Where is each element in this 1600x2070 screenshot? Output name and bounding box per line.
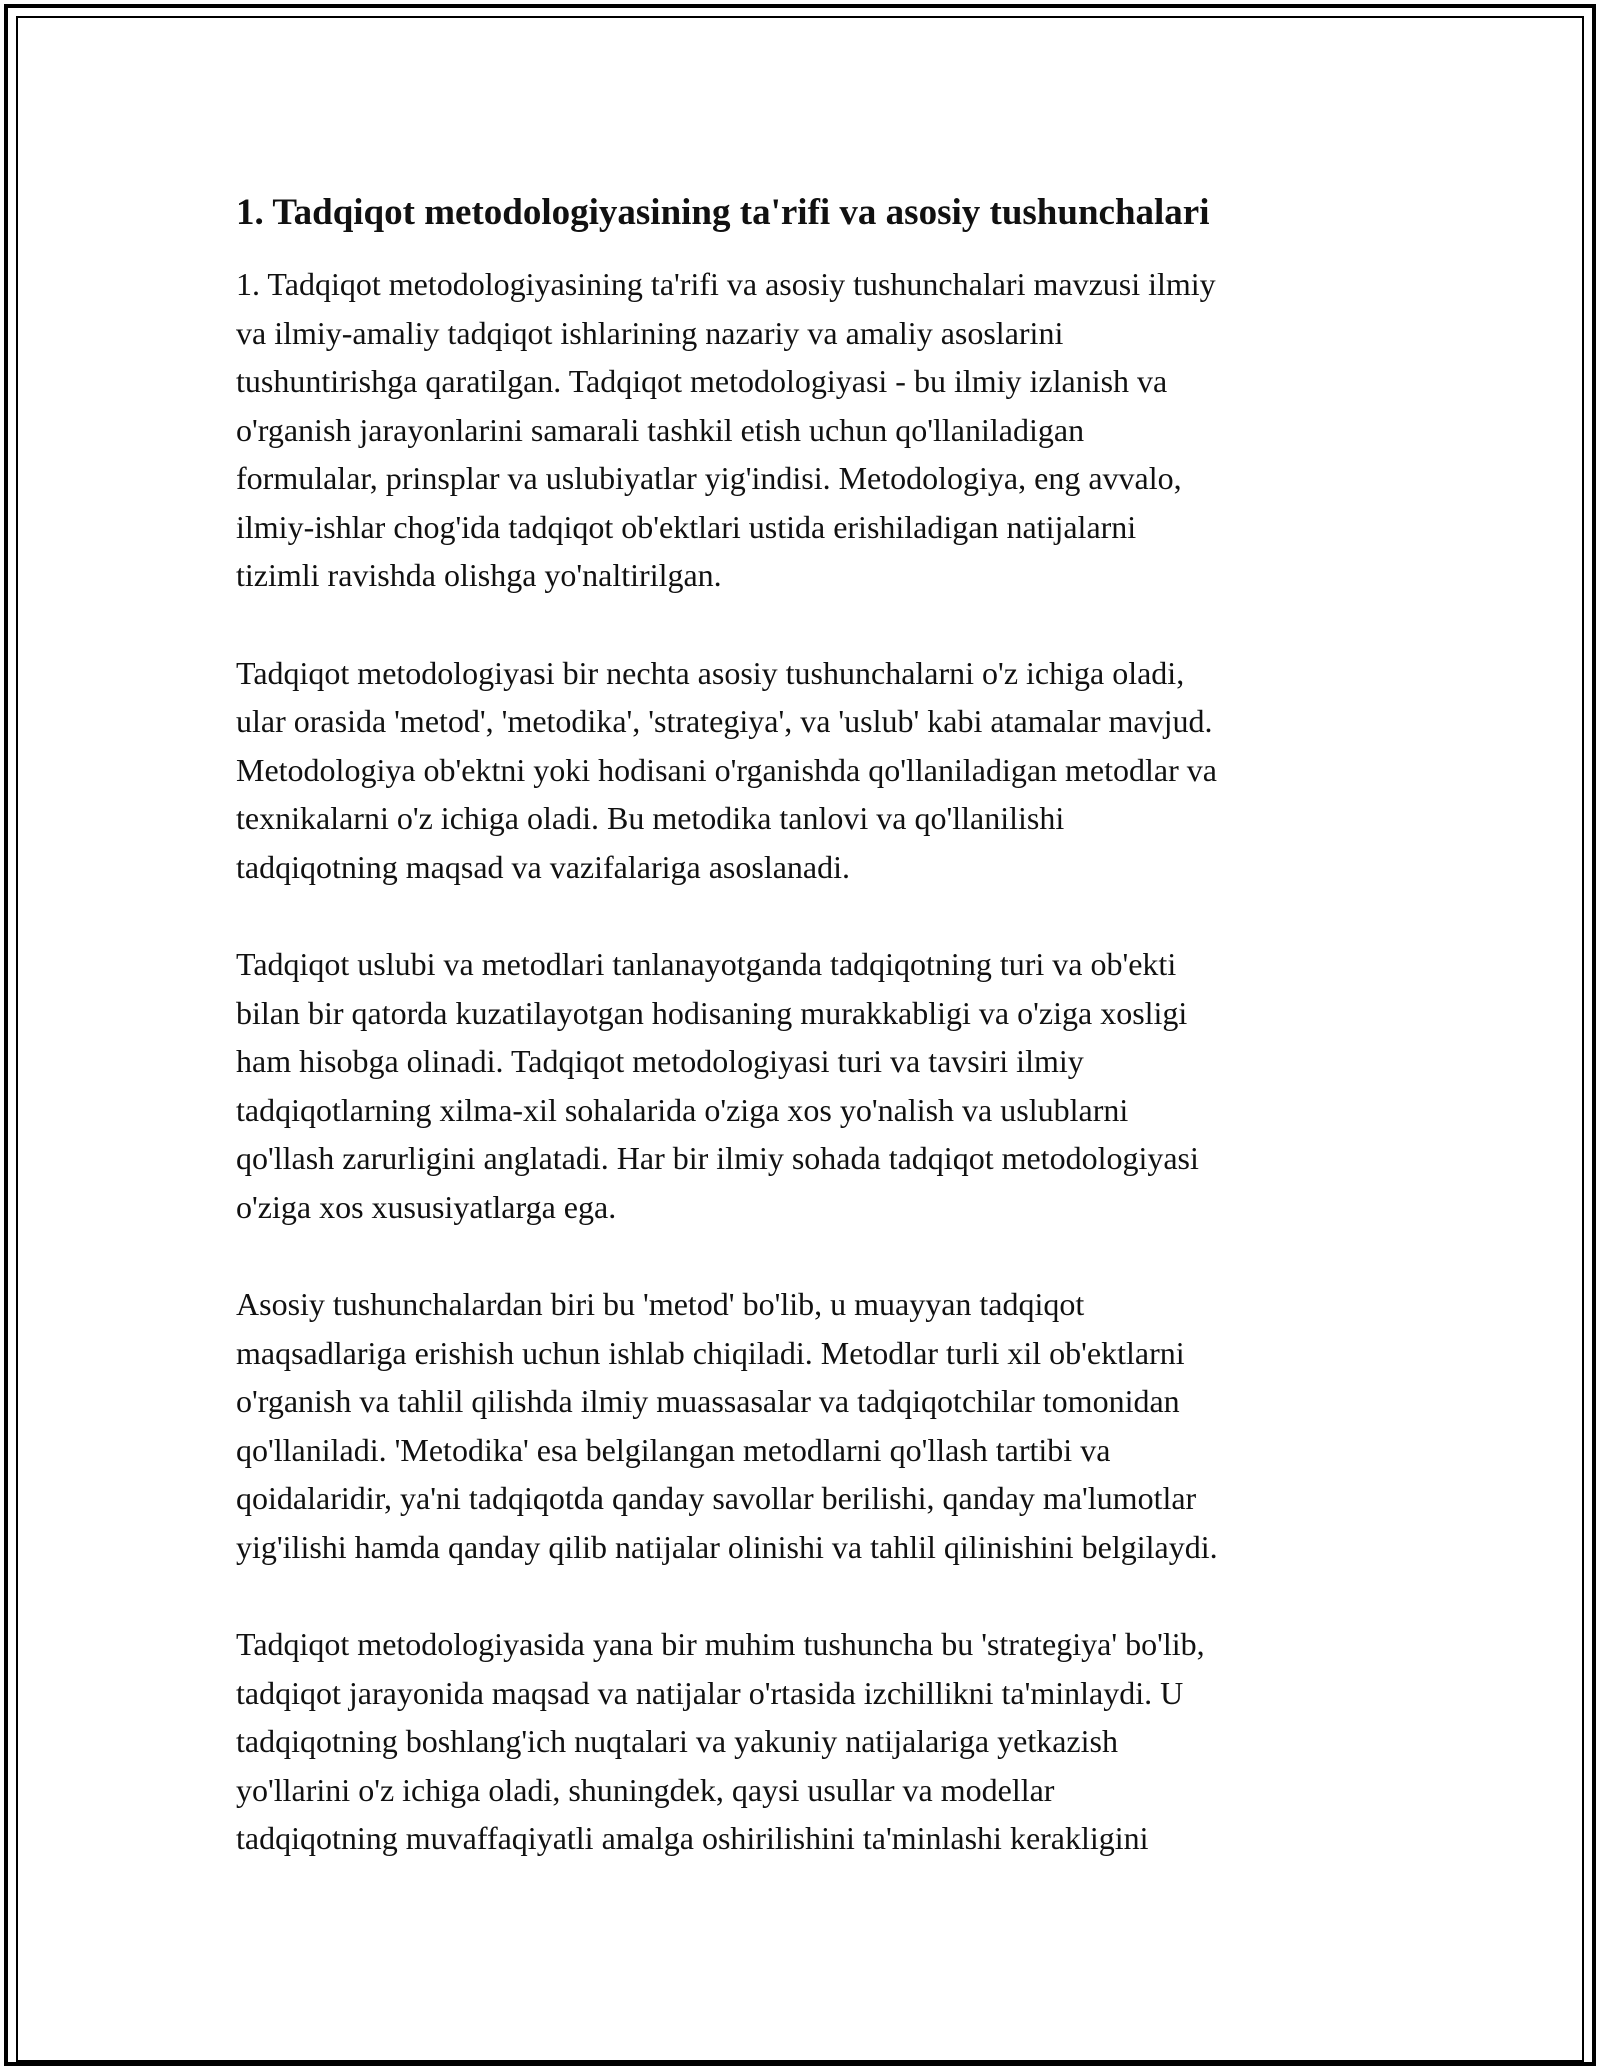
paragraph-2: Tadqiqot metodologiyasi bir nechta asosiy tushunchalarni o'z ichiga oladi, ular orasida 'metod', 'metodika', 'strategiya', va 'uslub' kabi atamalar mavjud. Metodologiya ob'ektni yoki hodisani o'rganishda qo'llaniladigan metodlar va texnikalarni o'z ichiga oladi. Bu metodika tanlovi va qo'llanilishi tadqiqotning maqsad va vazifalariga asoslanadi. — [236, 654, 1217, 885]
paragraph-5: Tadqiqot metodologiyasida yana bir muhim tushuncha bu 'strategiya' bo'lib, tadqiqot jarayonida maqsad va natijalar o'rtasida izchillikni ta'minlaydi. U tadqiqotning boshlang'ich nuqtalari va yakuniy natijalariga yetkazish yo'llarini o'z ichiga oladi, shuningdek, qaysi usullar va modellar tadqiqotning muvaffaqiyatli amalga oshirilishini ta'minlashi kerakligini — [236, 1626, 1205, 1856]
paragraph-1: 1. Tadqiqot metodologiyasining ta'rifi va asosiy tushunchalari mavzusi ilmiy va ilmiy-amaliy tadqiqot ishlarining nazariy va amaliy asoslarini tushuntirishga qaratilgan. Tadqiqot metodologiyasi - bu ilmiy izlanish va o'rganish jarayonlarini samarali tashkil etish uchun qo'llaniladigan formulalar, prinsplar va uslubiyatlar yig'indisi. Metodologiya, eng avvalo, ilmiy-ishlar chog'ida tadqiqot ob'ektlari ustida erishiladigan natijalarni tizimli ravishda olishga yo'naltirilgan. — [236, 266, 1216, 593]
document-body — [236, 186, 1376, 1912]
document-title: 1. Tadqiqot metodologiyasining ta'rifi va asosiy tushunchalari — [236, 192, 1210, 233]
paragraph-4: Asosiy tushunchalardan biri bu 'metod' bo'lib, u muayyan tadqiqot maqsadlariga erishish uchun ishlab chiqiladi. Metodlar turli xil ob'ektlarni o'rganish va tahlil qilishda ilmiy muassasalar va tadqiqotchilar tomonidan qo'llaniladi. 'Metodika' esa belgilangan metodlarni qo'llash tartibi va qoidalaridir, ya'ni tadqiqotda qanday savollar berilishi, qanday ma'lumotlar yig'ilishi hamda qanday qilib natijalar olinishi va tahlil qilinishini belgilaydi. — [236, 1286, 1218, 1565]
paragraph-3: Tadqiqot uslubi va metodlari tanlanayotganda tadqiqotning turi va ob'ekti bilan bir qatorda kuzatilayotgan hodisaning murakkabligi va o'ziga xosligi ham hisobga olinadi. Tadqiqot metodologiyasi turi va tavsiri ilmiy tadqiqotlarning xilma-xil sohalarida o'ziga xos yo'nalish va uslublarni qo'llash zarurligini anglatadi. Har bir ilmiy sohada tadqiqot metodologiyasi o'ziga xos xususiyatlarga ega. — [236, 946, 1199, 1225]
